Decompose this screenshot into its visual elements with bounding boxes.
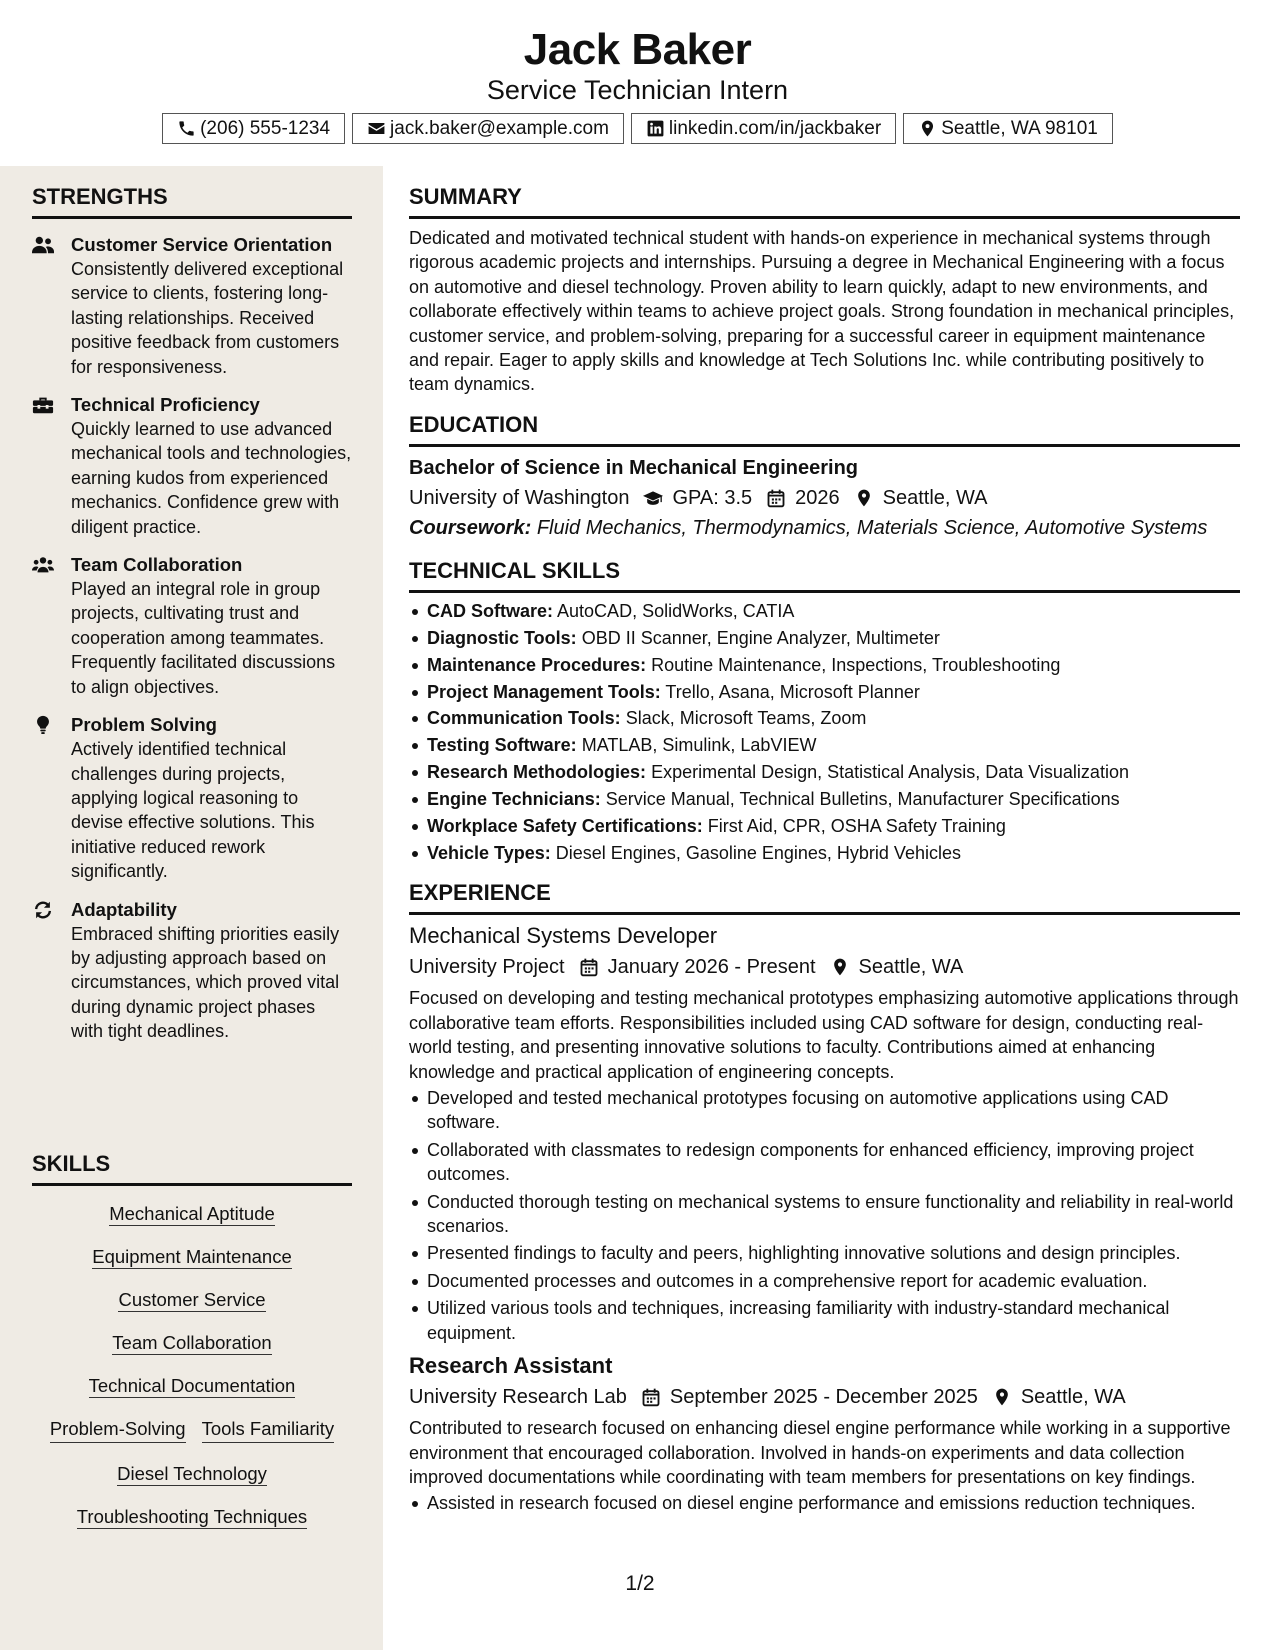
skills-heading: SKILLS [32,1150,352,1186]
job-org: University Project [409,956,565,979]
technical-skills-list [409,599,1240,866]
skill-label: Maintenance Procedures: [427,654,647,675]
skill-label: CAD Software: [427,600,554,621]
skill-tag: Equipment Maintenance [92,1246,292,1267]
refresh-icon [32,900,54,920]
list-item [409,814,1240,838]
list-item [409,733,1240,757]
summary-text: Dedicated and motivated technical student with hands-on experience in mechanical systems through rigorous academic projects and internships. Pursuing a degree in Mechanical Engineering with a focus on automotive and diesel technology. Proven ability to learn quickly, adapt to new environments, and collaborate effectively within teams to achieve project goals. Strong foundation in mechanical principles, customer service, and problem-solving, preparing for a successful career in equipment maintenance and repair. Eager to apply skills and knowledge at Tech Solutions Inc. while contributing positively to team dynamics. [409,228,1235,395]
job-location: Seattle, WA [858,956,964,979]
education-heading: EDUCATION [409,411,1240,447]
skills-section [32,1150,352,1529]
calendar-icon [641,1387,661,1407]
map-pin-icon [992,1387,1012,1407]
list-item [409,680,1240,704]
calendar-icon [579,957,599,977]
contact-bar [0,113,1275,144]
list-item [409,787,1240,811]
skill-tag: Mechanical Aptitude [109,1203,275,1224]
list-item [409,653,1240,677]
list-item: Conducted thorough testing on mechanical systems to ensure functionality and reliability in real-world scenarios. [409,1190,1240,1239]
job-title: Research Assistant [409,1353,613,1379]
experience-section [409,879,1240,1515]
strength-title: Team Collaboration [71,554,243,576]
linkedin-text: linkedin.com/in/jackbaker [668,117,882,139]
email-text: jack.baker@example.com [390,117,609,139]
summary-heading: SUMMARY [409,183,1240,219]
experience-heading: EXPERIENCE [409,879,1240,915]
degree-title: Bachelor of Science in Mechanical Engineering [409,456,859,479]
toolbox-icon [32,395,54,415]
coursework-line [409,513,1240,543]
graduation-year: 2026 [795,486,840,509]
strengths-heading: STRENGTHS [32,183,352,219]
lightbulb-icon [32,715,54,735]
skill-label: Engine Technicians: [427,789,601,810]
strength-title: Technical Proficiency [71,394,260,416]
list-item: Utilized various tools and techniques, increasing familiarity with industry-standard mechanical equipment. [409,1296,1240,1345]
candidate-role: Service Technician Intern [486,75,789,105]
strength-title: Customer Service Orientation [71,234,333,255]
skill-label: Vehicle Types: [427,843,551,863]
phone-text: (206) 555-1234 [200,117,331,139]
skill-value: Service Manual, Technical Bulletins, Manufacturer Specifications [605,789,1120,810]
skill-value: AutoCAD, SolidWorks, CATIA [557,600,795,621]
contact-linkedin[interactable] [631,113,896,144]
skill-value: Experimental Design, Statistical Analysis, Data Visualization [651,762,1129,783]
contact-email[interactable] [352,113,624,144]
strength-desc: Actively identified technical challenges during projects, applying logical reasoning to devise effective solutions. This initiative reduced rework significantly. [71,739,315,882]
list-item: Collaborated with classmates to redesign components for enhanced efficiency, improving project outcomes. [409,1138,1240,1187]
skill-tag: Troubleshooting Techniques [76,1506,308,1527]
strength-item [32,713,352,883]
strength-title: Adaptability [71,898,177,920]
job-entry [409,921,1240,1345]
graduation-cap-icon [643,488,663,508]
coursework-label: Coursework: [409,516,532,539]
strength-desc: Played an integral role in group projects, cultivating trust and cooperation among teammates. Frequently facilitated discussions to align objectives. [71,579,336,697]
users-icon [32,235,54,255]
calendar-icon [766,488,786,508]
list-item [409,706,1240,730]
skill-value: Slack, Microsoft Teams, Zoom [625,708,867,729]
location-text: Seattle, WA 98101 [941,117,1098,139]
map-pin-icon [918,119,937,138]
skill-tag: Customer Service [118,1289,266,1310]
strength-item [32,393,352,539]
skill-value: First Aid, CPR, OSHA Safety Training [707,816,1006,837]
technical-skills-section [409,557,1240,866]
map-pin-icon [854,488,874,508]
strength-desc: Consistently delivered exceptional service to clients, fostering long-lasting relationships. Received positive feedback from customers for responsiveness. [71,259,344,377]
group-icon [32,555,54,575]
contact-location[interactable] [903,113,1113,144]
strength-desc: Quickly learned to use advanced mechanical tools and technologies, earning kudos from experienced mechanics. Confidence grew with diligent practice. [71,419,352,537]
gpa-text: GPA: 3.5 [672,486,753,509]
list-item [409,626,1240,650]
job-bullets [409,1086,1240,1345]
list-item: Presented findings to faculty and peers, highlighting innovative solutions and design principles. [409,1241,1240,1265]
skill-label: Testing Software: [427,735,577,756]
skill-label: Communication Tools: [427,708,621,729]
job-description: Contributed to research focused on enhancing diesel engine performance while working in a supportive environment that encouraged collaboration. Involved in hands-on experiments and data collection improved documentations while coordinating with team members for presentations on key findings. [409,1418,1231,1487]
phone-icon [177,119,196,138]
page-number: 1/2 [625,1572,655,1595]
strength-title: Problem Solving [71,714,217,736]
strength-desc: Embraced shifting priorities easily by adjusting approach based on circumstances, which proved vital during dynamic project phases with tight deadlines. [71,923,340,1042]
skill-value: Diesel Engines, Gasoline Engines, Hybrid Vehicles [555,843,961,863]
job-meta [409,952,1240,982]
main-column [409,183,1240,1530]
skill-value: MATLAB, Simulink, LabVIEW [581,735,817,756]
skill-list [32,1202,352,1529]
sidebar [0,166,383,1650]
job-org: University Research Lab [409,1386,627,1409]
map-pin-icon [830,957,850,977]
envelope-icon [367,119,386,138]
list-item: Developed and tested mechanical prototypes focusing on automotive applications using CAD software. [409,1086,1240,1135]
strengths-section [32,183,352,1044]
job-title: Mechanical Systems Developer [409,923,718,949]
skill-value: Trello, Asana, Microsoft Planner [665,681,920,702]
resume-header [0,0,1275,166]
strength-item [32,898,352,1044]
skill-label: Workplace Safety Certifications: [427,816,703,837]
contact-phone[interactable] [162,113,345,144]
technical-skills-heading: TECHNICAL SKILLS [409,557,1240,593]
skill-label: Research Methodologies: [427,762,647,783]
job-description: Focused on developing and testing mechanical prototypes emphasizing automotive applications through collaborative team efforts. Responsibilities included using CAD software for design, conducting real-world testing, and presenting innovative solutions to faculty. Contributions aimed at enhancing knowledge and practical application of engineering concepts. [409,988,1239,1082]
skill-value: Routine Maintenance, Inspections, Troubleshooting [651,654,1061,675]
strength-item [32,553,352,699]
skill-value: OBD II Scanner, Engine Analyzer, Multimeter [581,627,940,648]
list-item [409,841,1240,865]
job-dates: January 2026 - Present [607,956,816,979]
education-meta [409,483,1240,513]
skill-tag: Technical Documentation [88,1375,296,1396]
job-entry [409,1351,1240,1516]
skill-tag: Team Collaboration [112,1332,272,1353]
education-location: Seattle, WA [882,486,988,509]
skill-tag: Tools Familiarity [202,1417,335,1443]
list-item: Assisted in research focused on diesel engine performance and emissions reduction techniques. [409,1491,1240,1515]
job-bullets [409,1491,1240,1515]
candidate-name: Jack Baker [523,25,752,74]
skill-label: Project Management Tools: [427,681,661,702]
list-item [409,599,1240,623]
job-location: Seattle, WA [1020,1386,1126,1409]
list-item [409,760,1240,784]
summary-section [409,183,1240,397]
job-meta [409,1382,1240,1412]
skill-tag: Diesel Technology [117,1463,267,1484]
school-name: University of Washington [409,486,630,509]
job-dates: September 2025 - December 2025 [669,1386,978,1409]
skill-tag: Problem-Solving [50,1417,186,1443]
education-section [409,411,1240,543]
strength-item [32,233,352,379]
linkedin-icon [646,119,665,138]
coursework-list: Fluid Mechanics, Thermodynamics, Materials Science, Automotive Systems [536,516,1208,539]
list-item: Documented processes and outcomes in a comprehensive report for academic evaluation. [409,1269,1240,1293]
skill-label: Diagnostic Tools: [427,627,577,648]
